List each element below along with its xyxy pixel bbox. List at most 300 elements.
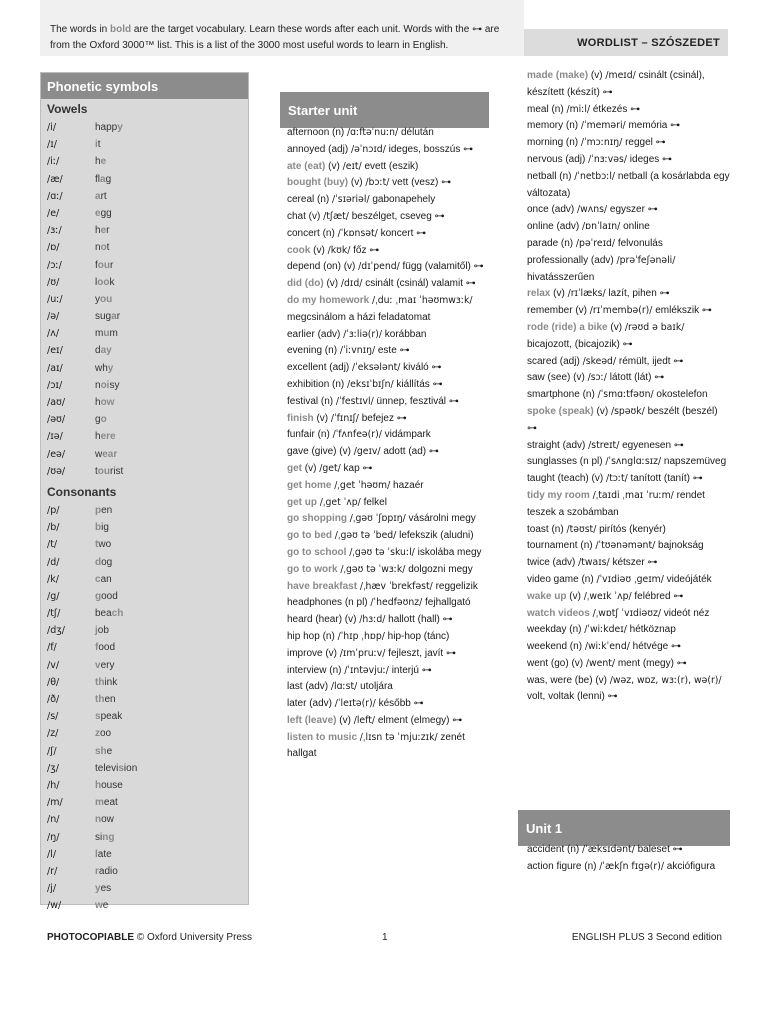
phonetic-symbol: /w/ (47, 900, 62, 912)
pronunciation: /skeəd/ (582, 355, 617, 367)
phonetic-symbol: /ɑː/ (47, 190, 63, 202)
example-highlight: c (95, 573, 101, 585)
pronunciation: /ˈwiːkdeɪ/ (584, 624, 627, 636)
pronunciation: /ˌlɪsn tə ˈmjuːzɪk/ (359, 731, 438, 743)
example-pre: sug (95, 311, 112, 323)
example-word (95, 777, 123, 794)
example-word (95, 674, 117, 691)
footer-copyright: PHOTOCOPIABLE © Oxford University Press (47, 932, 252, 943)
phonetic-symbol: /ʊ/ (47, 276, 60, 288)
hungarian-translation: zenét hallgat (287, 731, 465, 760)
pronunciation: /ˌweɪk ˈʌp/ (583, 590, 632, 602)
wordlist-entry (287, 343, 487, 360)
headword: scared (adj) (527, 355, 580, 367)
hungarian-translation: egyenesen (622, 439, 672, 451)
phonetic-row (41, 394, 248, 411)
phonetic-row (41, 639, 248, 656)
pronunciation: /tʃæt/ (323, 210, 349, 222)
hungarian-translation: emlékszik (655, 305, 700, 317)
hungarian-translation: hétköznap (629, 624, 676, 636)
example-highlight: y (117, 122, 123, 133)
phonetic-symbol: /n/ (47, 814, 60, 826)
pronunciation: /ˌwɒtʃ ˈvɪdiəʊz/ (592, 607, 661, 619)
headword: taught (teach) (v) (527, 473, 604, 485)
example-highlight: r (95, 865, 99, 877)
example-post: ate (97, 848, 112, 860)
headword: chat (v) (287, 210, 321, 222)
headword: depend (on) (v) (287, 261, 356, 273)
wordlist-entry (287, 612, 487, 629)
wordlist-entry (287, 394, 487, 411)
example-highlight: th (95, 694, 105, 705)
example-highlight: ou (97, 465, 110, 477)
pronunciation: /ɒnˈlaɪn/ (582, 221, 621, 233)
example-highlight: o (100, 242, 107, 254)
pronunciation: /ˈnɜːvəs/ (588, 153, 627, 165)
wordlist-entry (287, 377, 487, 394)
starter-unit-wordlist-continued (527, 68, 730, 706)
phonetic-row (41, 743, 248, 760)
example-highlight: ng (102, 831, 115, 843)
phonetic-row (41, 605, 248, 622)
example-post: g (105, 173, 112, 185)
phonetic-row (41, 880, 248, 897)
wordlist-entry (287, 646, 487, 663)
headword: watch videos (527, 607, 590, 619)
pronunciation: /ˈsʌnglɑːsɪz/ (605, 456, 662, 468)
example-highlight: sh (95, 745, 107, 757)
wordlist-entry (527, 68, 730, 102)
example-pre: l (95, 276, 98, 288)
phonetic-row (41, 360, 248, 377)
wordlist-entry (527, 555, 730, 572)
wordlist-entry (527, 522, 730, 539)
phonetic-symbol: /ʌ/ (47, 328, 60, 340)
headword: headphones (n pl) (287, 597, 368, 609)
pronunciation: /ɑːftəˈnuːn/ (347, 127, 399, 138)
phonetic-row (41, 502, 248, 519)
phonetic-symbol: /iː/ (47, 156, 60, 168)
example-post: e (102, 900, 109, 912)
phonetic-symbol: /ɪ/ (47, 139, 57, 151)
wordlist-entry (527, 286, 730, 303)
example-word (95, 274, 114, 291)
example-highlight: h (95, 779, 102, 791)
hungarian-translation: evett (eszik) (364, 160, 419, 172)
example-word (95, 588, 118, 605)
phonetic-row (41, 536, 248, 553)
headword: go to school (287, 546, 347, 558)
part-of-speech: (v) (328, 160, 340, 172)
phonetic-row (41, 811, 248, 828)
phonetic-row (41, 411, 248, 428)
wordlist-entry (287, 226, 487, 243)
hungarian-translation: befejez (361, 412, 394, 424)
pronunciation: /ˈiːvnɪŋ/ (339, 345, 376, 357)
phonetic-symbol: /uː/ (47, 293, 63, 305)
pronunciation: /rəʊd ə baɪk/ (624, 321, 685, 333)
wordlist-entry (287, 192, 487, 209)
pronunciation: /ˌget ˈhəʊm/ (334, 479, 391, 491)
headword: listen to music (287, 731, 358, 743)
example-pre: n (95, 242, 101, 254)
example-post: sy (109, 379, 120, 391)
example-highlight: y (95, 883, 101, 895)
example-word (95, 897, 108, 914)
hungarian-translation: adott (ad) (383, 446, 427, 458)
pronunciation: /eɪt/ (342, 160, 362, 172)
key-icon: ⊶ (416, 227, 427, 239)
wordlist-entry (287, 259, 487, 276)
example-post: r (106, 225, 110, 237)
wordlist-entry (527, 488, 730, 522)
unit-1-heading: Unit 1 (518, 810, 730, 846)
key-icon: ⊶ (692, 473, 703, 485)
headword: improve (v) (287, 647, 338, 659)
example-post: m (109, 328, 118, 340)
hungarian-translation: fejhallgató (425, 597, 471, 609)
pronunciation: /ˈtʊənəmənt/ (595, 540, 656, 552)
headword: gave (give) (v) (287, 446, 351, 458)
key-icon: ⊶ (673, 590, 684, 602)
example-word (95, 428, 116, 445)
hungarian-translation: fejleszt, javít (388, 647, 444, 659)
phonetic-row (41, 342, 248, 359)
example-pre: h (95, 431, 101, 443)
example-post: e (106, 745, 113, 757)
wordlist-entry (287, 595, 487, 612)
headword: once (adv) (527, 204, 575, 216)
wordlist-entry (287, 511, 487, 528)
key-icon: ⊶ (659, 288, 670, 300)
hungarian-translation: később (378, 698, 411, 710)
phonetic-symbol: /z/ (47, 728, 59, 740)
headword: funfair (n) (287, 429, 330, 441)
hungarian-translation: látott (lát) (609, 372, 652, 384)
wordlist-entry (287, 175, 487, 192)
part-of-speech: (v) (590, 70, 603, 81)
headword: go shopping (287, 513, 347, 525)
hungarian-translation: ideges (629, 153, 660, 165)
pronunciation: /ˈhedfəʊnz/ (370, 597, 423, 609)
wordlist-entry (287, 293, 487, 327)
key-icon: ⊶ (527, 422, 537, 434)
headword: excellent (adj) (287, 362, 350, 374)
wordlist-entry (527, 118, 730, 135)
example-highlight: th (95, 676, 105, 688)
phonetic-symbol: /aʊ/ (47, 397, 66, 408)
key-icon: ⊶ (441, 177, 452, 189)
wordlist-entry (287, 679, 487, 696)
headword: get home (287, 479, 332, 491)
headword: annoyed (adj) (287, 143, 349, 155)
example-pre: h (95, 156, 101, 168)
example-word (95, 257, 113, 274)
example-highlight: m (95, 797, 104, 809)
wordlist-entry (287, 730, 487, 764)
wordlist-entry (527, 572, 730, 589)
example-post: wo (98, 539, 112, 551)
phonetic-row (41, 674, 248, 691)
hungarian-translation: kap (343, 462, 360, 474)
example-word (95, 171, 111, 188)
example-highlight: e (100, 156, 107, 168)
example-post: ood (101, 590, 118, 602)
headword: heard (hear) (v) (287, 614, 357, 626)
pronunciation: /ˈkɒnsət/ (337, 227, 378, 239)
hungarian-translation: lazít, pihen (608, 288, 657, 300)
example-highlight: ay (100, 345, 112, 357)
pronunciation: /təʊst/ (566, 523, 597, 535)
pronunciation: /ˈhɪp ˌhɒp/ (337, 630, 385, 642)
headword: get up (287, 496, 317, 508)
example-post: adio (98, 865, 118, 877)
wordlist-entry (527, 387, 730, 404)
phonetic-row (41, 171, 248, 188)
headword: afternoon (n) (287, 127, 345, 138)
wordlist-entry (527, 354, 730, 371)
example-highlight: a (111, 311, 117, 323)
example-post: ow (101, 814, 114, 826)
hungarian-translation: felébred (634, 590, 671, 602)
hungarian-translation: lefekszik (aludni) (399, 530, 474, 542)
key-icon: ⊶ (465, 278, 476, 290)
example-pre: h (95, 397, 101, 408)
hungarian-translation: volt, voltak (lenni) (527, 691, 605, 703)
wordlist-entry (527, 253, 730, 287)
example-word (95, 519, 109, 536)
pronunciation: /wəz, wɒz, wɜː(r), wə(r)/ (609, 674, 722, 686)
phonetic-row (41, 794, 248, 811)
example-word (95, 502, 112, 519)
phonetic-symbol: /i/ (47, 122, 57, 133)
hungarian-translation: kétszer (612, 557, 645, 569)
phonetic-row (41, 222, 248, 239)
key-icon: ⊶ (463, 143, 474, 155)
example-post: en (104, 694, 116, 705)
example-pre: bea (95, 608, 112, 620)
hungarian-translation: hip-hop (tánc) (387, 630, 450, 642)
headword: smartphone (n) (527, 389, 595, 401)
pronunciation: /eksɪˈbɪʃn/ (347, 378, 394, 390)
wordlist-entry (287, 579, 487, 596)
hungarian-translation: korábban (384, 328, 427, 340)
wordlist-entry (527, 471, 730, 488)
phonetic-symbol: /ɔɪ/ (47, 379, 63, 391)
pronunciation: /ˈɜːliə(r)/ (343, 328, 382, 340)
key-icon: ⊶ (396, 412, 407, 424)
hungarian-translation: rendet teszek a szobámban (527, 489, 705, 518)
wordlist-entry (287, 209, 487, 226)
pronunciation: /ˈvɪdiəʊ ˌgeɪm/ (596, 573, 664, 585)
starter-unit-heading: Starter unit (280, 92, 489, 128)
hungarian-translation: reggelizik (435, 580, 478, 592)
phonetic-symbol: /eə/ (47, 448, 66, 460)
wordlist-entry (527, 236, 730, 253)
example-highlight: ou (97, 259, 110, 271)
headword: bought (buy) (287, 177, 349, 189)
headword: spoke (speak) (527, 405, 594, 417)
example-word (95, 708, 122, 725)
pronunciation: /twaɪs/ (578, 557, 610, 569)
wordlist-entry (527, 589, 730, 606)
wordlist-entry (527, 152, 730, 169)
headword: last (adv) (287, 681, 329, 693)
part-of-speech: (v) (304, 462, 317, 474)
example-pre: wh (95, 362, 108, 374)
wordlist-entry (287, 276, 487, 293)
wordlist-entry (527, 320, 730, 354)
pronunciation: /ɪmˈpruːv/ (339, 647, 386, 659)
pronunciation: /ˌgəʊ ˈʃɒpɪŋ/ (349, 513, 406, 525)
phonetic-symbol: /θ/ (47, 676, 60, 688)
example-pre: h (95, 225, 101, 237)
hungarian-translation: hazaér (393, 479, 424, 491)
headword: go to work (287, 563, 338, 575)
wordlist-entry (527, 438, 730, 455)
hungarian-translation: memória (628, 120, 668, 132)
example-post: rt (100, 190, 107, 202)
hungarian-translation: ment (megy) (617, 657, 674, 669)
phonetic-row (41, 291, 248, 308)
hungarian-translation: rémült, ijedt (618, 355, 671, 367)
headword: remember (v) (527, 305, 588, 317)
hungarian-translation: csinált (csinál), készített (készít) (527, 70, 705, 98)
example-pre: televi (95, 762, 119, 774)
hungarian-translation: reggel (625, 137, 653, 149)
pronunciation: /wʌns/ (577, 204, 608, 216)
wordlist-entry (287, 528, 487, 545)
headword: memory (n) (527, 120, 579, 132)
phonetic-row (41, 846, 248, 863)
hungarian-translation: kiváló (403, 362, 429, 374)
hungarian-translation: pirítós (kenyér) (599, 523, 666, 535)
headword: nervous (adj) (527, 153, 586, 165)
wordlist-entry (287, 562, 487, 579)
example-post: ob (97, 625, 109, 637)
example-highlight: u (103, 328, 110, 340)
phonetic-symbol: /j/ (47, 883, 57, 895)
example-word (95, 605, 123, 622)
example-highlight: a (100, 173, 106, 185)
key-icon: ⊶ (701, 305, 712, 317)
hungarian-translation: ünnep, fesztivál (376, 395, 447, 407)
wordlist-entry (527, 370, 730, 387)
key-icon: ⊶ (445, 647, 456, 659)
wordlist-entry (287, 411, 487, 428)
wordlist-entry (287, 629, 487, 646)
page-number: 1 (382, 932, 388, 943)
pronunciation: /ˌduː ˌmaɪ ˈhəʊmwɜːk/ (372, 294, 473, 306)
pronunciation: /bɔːt/ (365, 177, 390, 189)
example-post: oo (100, 728, 112, 740)
example-word (95, 446, 117, 463)
part-of-speech: (v) (313, 244, 325, 256)
pronunciation: /ˈækʃn fɪgə(r)/ (599, 860, 664, 872)
phonetic-symbol: /əʊ/ (47, 414, 66, 426)
hungarian-translation: videójáték (666, 573, 712, 585)
example-highlight: v (95, 659, 101, 671)
hungarian-translation: dolgozni megy (408, 563, 473, 575)
headword: concert (n) (287, 227, 335, 239)
wordlist-entry (527, 639, 730, 656)
example-word (95, 863, 118, 880)
pronunciation: /ˈmɔːnɪŋ/ (580, 137, 623, 149)
pronunciation: /meɪd/ (605, 70, 636, 81)
pronunciation: /hɜːd/ (359, 614, 386, 626)
example-post: an (100, 573, 112, 585)
key-icon: ⊶ (673, 355, 684, 367)
headword: saw (see) (v) (527, 372, 585, 384)
phonetic-symbol: /ɒ/ (47, 242, 60, 254)
wordlist-entry (527, 859, 730, 876)
intro-line-2: from the Oxford 3000™ list. This is a list of the 3000 most useful words to learn in English. (50, 40, 449, 51)
headword: did (do) (287, 278, 324, 290)
part-of-speech: (v) (553, 288, 565, 300)
headword: evening (n) (287, 345, 338, 357)
phonetic-symbol: /æ/ (47, 173, 63, 185)
wordlist-entry (287, 495, 487, 512)
wordlist-entry (287, 696, 487, 713)
phonetic-row (41, 377, 248, 394)
hungarian-translation: főz (353, 244, 367, 256)
phonetic-symbol: /ð/ (47, 694, 60, 705)
example-word (95, 536, 111, 553)
hungarian-translation: iskolába megy (417, 546, 482, 558)
wordlist-entry (287, 125, 487, 142)
headword: sunglasses (n pl) (527, 456, 603, 468)
phonetic-row (41, 657, 248, 674)
example-post: rist (110, 465, 124, 477)
hungarian-translation: bicajozott, (bicajozik) (527, 338, 620, 350)
hungarian-translation: kiállítás (396, 378, 430, 390)
wordlist-entry (527, 169, 730, 203)
pronunciation: /geɪv/ (353, 446, 381, 458)
hungarian-translation: este (377, 345, 397, 357)
part-of-speech: (v) (569, 590, 581, 602)
example-word (95, 239, 109, 256)
starter-unit-wordlist (287, 125, 487, 763)
headword: festival (n) (287, 395, 334, 407)
key-icon: ⊶ (448, 395, 459, 407)
headword: exhibition (n) (287, 378, 345, 390)
phonetic-symbol: /ʒ/ (47, 762, 59, 774)
hungarian-translation: felkel (363, 496, 387, 508)
phonetic-row (41, 725, 248, 742)
example-word (95, 880, 111, 897)
pronunciation: /spəʊk/ (610, 405, 645, 417)
example-post: eat (103, 797, 118, 809)
headword: weekday (n) (527, 624, 582, 636)
wordlist-entry (527, 404, 730, 438)
part-of-speech: (v) (610, 321, 623, 333)
example-highlight: i (95, 139, 98, 151)
wordlist-entry (287, 545, 487, 562)
pronunciation: /ˈfestɪvl/ (335, 395, 374, 407)
example-word (95, 811, 114, 828)
pronunciation: /ˈnetbɔːl/ (574, 170, 616, 182)
pronunciation: /went/ (585, 657, 616, 669)
phonetic-row (41, 571, 248, 588)
pronunciation: /ˈfʌnfeə(r)/ (332, 429, 382, 441)
hungarian-translation: függ (valamitől) (402, 261, 471, 273)
hungarian-translation: megcsinálom a házi feladatomat (287, 311, 431, 323)
phonetic-row (41, 897, 248, 914)
headword: weekend (n) (527, 641, 583, 653)
example-highlight: ow (100, 397, 115, 408)
headword: made (make) (527, 70, 589, 81)
example-highlight: ear (102, 448, 118, 460)
